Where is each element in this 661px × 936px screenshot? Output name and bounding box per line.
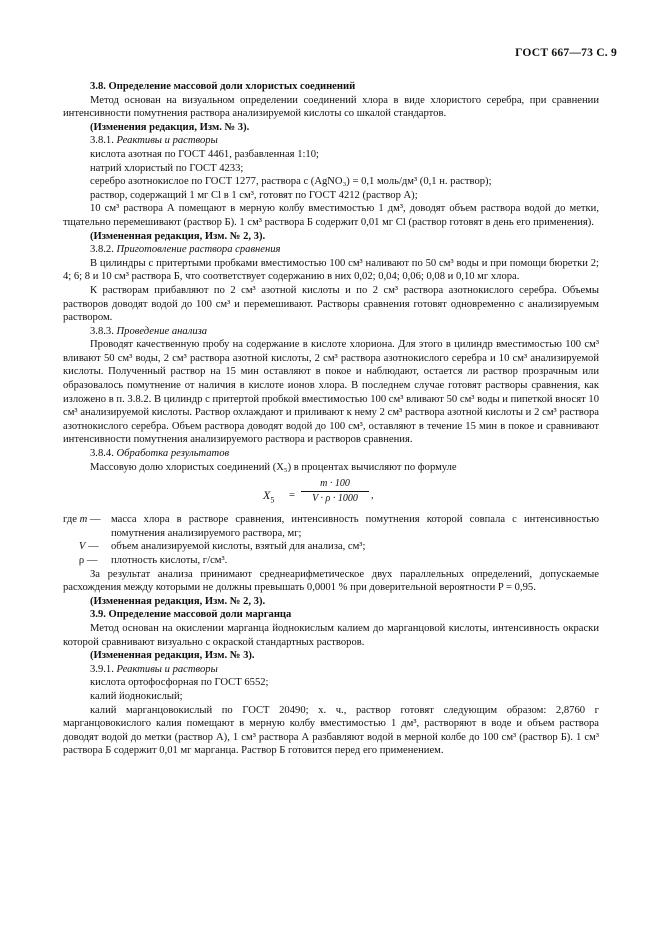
- section-3-8-method: Метод основан на визуальном определении соединений хлора в виде хлористого серебра, при сравнении интенсивности помутнения раствора анализируемой кислоты со шкалой стандартов.: [63, 94, 599, 120]
- subsection-number: 3.8.1.: [90, 135, 114, 147]
- subsection-title: Приготовление раствора сравнения: [116, 244, 281, 256]
- reagent-item: раствор, содержащий 1 мг Cl в 1 см³, готовят по ГОСТ 4212 (раствор А);: [90, 189, 418, 201]
- paragraph: Массовую долю хлористых соединений (X₅) в процентах вычисляют по формуле: [90, 461, 457, 473]
- formula-lhs: [263, 489, 274, 503]
- formula-comma: ,: [371, 490, 374, 502]
- section-3-8-title: 3.8. Определение массовой доли хлористых соединений: [90, 81, 356, 92]
- result-paragraph: За результат анализа принимают среднеарифметическое двух параллельных определений, допускаемые расхождения между которыми не должны превышать 0,0001 % при доверительной вероятности P = 0,95.: [63, 568, 599, 594]
- subsection-number: 3.8.2.: [90, 244, 114, 256]
- symbol-rho: ρ: [78, 555, 85, 566]
- subsection-number: 3.9.1.: [90, 663, 114, 675]
- page-header: ГОСТ 667—73 С. 9: [515, 46, 617, 59]
- subsection-title: Реактивы и растворы: [116, 663, 218, 675]
- definition-symbol: где m —: [63, 514, 101, 526]
- reagent-item: кислота азотная по ГОСТ 4461, разбавленная 1:10;: [90, 148, 319, 160]
- subsection-3-8-1-heading: [63, 134, 599, 148]
- subsection-3-9-1-heading: [63, 663, 599, 677]
- formula: [63, 477, 599, 513]
- paragraph: К растворам прибавляют по 2 см³ азотной кислоты и по 2 см³ раствора азотнокислого серебра. Объемы растворов доводят водой до 100 см³ и перемешивают. Растворы сравнения готовят одновременно с анализируемым раствором.: [63, 284, 599, 324]
- subsection-3-8-2-heading: [63, 243, 599, 257]
- revision-note: (Измененная редакция, Изм. № 3).: [90, 650, 255, 662]
- formula-denominator: V · ρ · 1000: [312, 493, 358, 505]
- reagent-item: калий марганцовокислый по ГОСТ 20490; х. ч., раствор готовят следующим образом: 2,8760 г марганцовокислого калия помещают в мерную колбу вместимостью 1 дм³, растворяют в воде и объем раствора доводят водой до метки (раствор А), 1 см³ раствора А разбавляют водой в мерной колбе до 100 см³ (раствор Б). 1 см³ раствора Б содержит 0,01 мг марганца. Раствор Б готовится перед его применением.: [63, 704, 599, 757]
- formula-numerator: m · 100: [301, 478, 369, 492]
- subsection-title: Проведение анализа: [116, 325, 208, 337]
- definition-v: [63, 540, 599, 554]
- revision-note: (Измененная редакция, Изм. № 2, 3).: [90, 595, 266, 607]
- subsection-3-8-3-heading: [63, 325, 599, 339]
- subsection-number: 3.8.4.: [90, 448, 114, 460]
- paragraph: В цилиндры с притертыми пробками вместимостью 100 см³ наливают по 50 см³ воды и при помощи бюретки 2; 4; 6; 8 и 10 см³ раствора Б, что соответствует содержанию в них 0,02; 0,04; 0,06; 0,08 и 0,10 мг хлора.: [63, 257, 599, 283]
- reagent-item: натрий хлористый по ГОСТ 4233;: [90, 162, 244, 174]
- definition-text: объем анализируемой кислоты, взятый для анализа, см³;: [111, 541, 366, 553]
- where-label: где: [63, 514, 77, 526]
- symbol-v: V: [78, 541, 86, 553]
- formula-lhs-subscript: 5: [270, 495, 275, 505]
- reagent-item: 10 см³ раствора А помещают в мерную колбу вместимостью 1 дм³, доводят объем раствора водой до метки, тщательно перемешивают (раствор Б). 1 см³ раствора Б содержит 0,01 мг Cl (раствор готовят в день его применения).: [63, 203, 599, 228]
- definition-m: [63, 513, 599, 540]
- document-body: [63, 80, 599, 758]
- subsection-title: Реактивы и растворы: [116, 135, 218, 147]
- symbol-m: m: [79, 514, 88, 526]
- section-3-9-method: Метод основан на окислении марганца йоднокислым калием до марганцовой кислоты, интенсивность окраски которой сравнивают визуально с окраской стандартных растворов.: [63, 622, 599, 648]
- reagent-item: калий йоднокислый;: [90, 690, 183, 702]
- paragraph: Проводят качественную пробу на содержание в кислоте хлориона. Для этого в цилиндр вместимостью 100 см³ вливают 50 см³ воды, 2 см³ раствора азотной кислоты, 2 см³ раствора азотнокислого серебра и 10 см³ анализируемой кислоты. Полученный раствор на 15 мин оставляют в покое и наблюдают, остается ли раствор прозрачным или образовалось помутнение от наличия в кислоте ионов хлора. В последнем случае готовят растворы сравнения, как изложено в п. 3.8.2. В цилиндр с притертой пробкой вместимостью 100 см³ вливают 50 см³ воды и пипеткой вносят 10 см³ анализируемой кислоты. Раствор охлаждают и приливают к нему 2 см³ раствора азотной кислоты и 2 см³ раствора азотнокислого серебра. Объем раствора доводят водой до 100 см³, оставляют в течение 15 мин в покое и сравнивают интенсивности помутнения анализируемого раствора и растворов сравнения.: [63, 339, 599, 446]
- definition-rho: [63, 554, 599, 568]
- definition-symbol: ρ —: [78, 555, 98, 566]
- subsection-number: 3.8.3.: [90, 325, 114, 337]
- revision-note: (Изменения редакция, Изм. № 3).: [90, 121, 250, 133]
- formula-equals: =: [289, 490, 295, 502]
- reagent-item: кислота ортофосфорная по ГОСТ 6552;: [90, 677, 269, 689]
- revision-note: (Измененная редакция, Изм. № 2, 3).: [90, 230, 266, 242]
- section-3-9-title: 3.9. Определение массовой доли марганца: [90, 609, 292, 621]
- formula-fraction: [301, 478, 369, 505]
- reagent-item: серебро азотнокислое по ГОСТ 1277, раствора c (AgNO₃) = 0,1 моль/дм³ (0,1 н. раствор);: [90, 176, 492, 188]
- definition-symbol: V —: [78, 541, 99, 553]
- definition-text: масса хлора в растворе сравнения, интенсивность помутнения которой совпала с интенсивностью помутнения анализируемого раствора, мг;: [111, 514, 599, 539]
- subsection-3-8-4-heading: [63, 447, 599, 461]
- subsection-title: Обработка результатов: [116, 448, 230, 460]
- formula-lhs-symbol: X: [263, 488, 271, 503]
- definition-text: плотность кислоты, г/см³.: [111, 555, 228, 566]
